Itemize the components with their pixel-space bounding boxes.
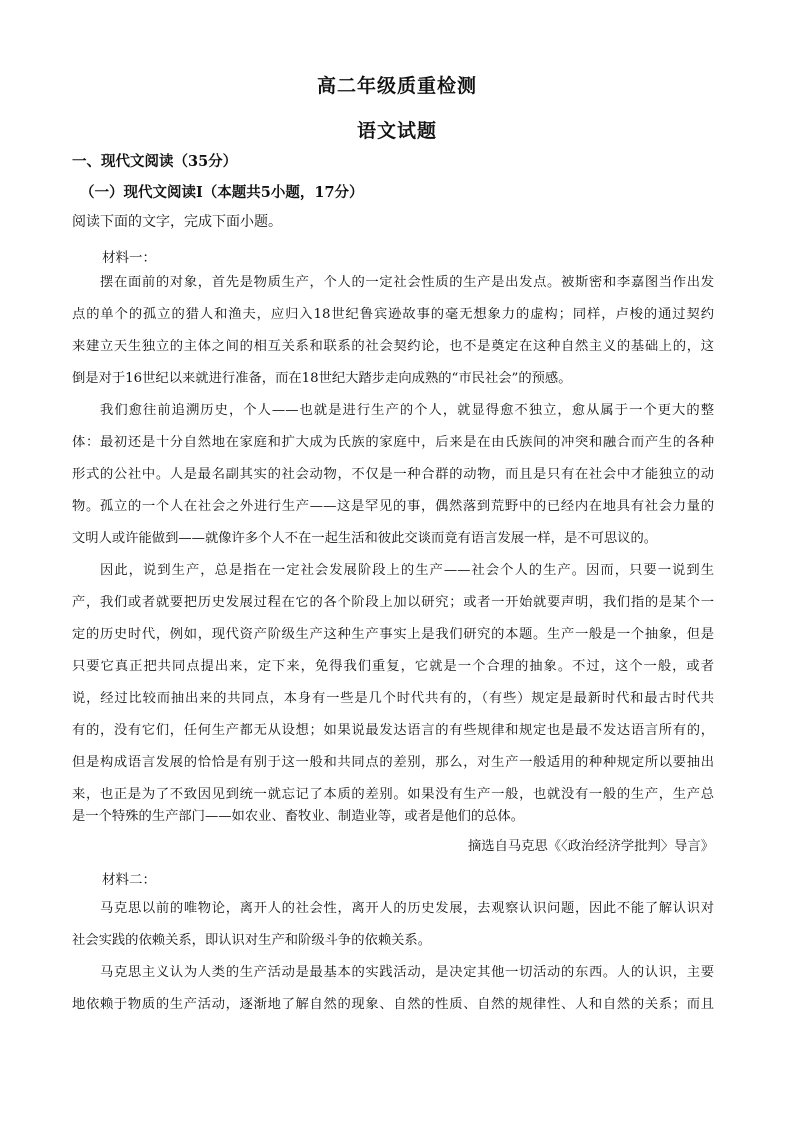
paragraph-line: 我们愈往前追溯历史，个人——也就是进行生产的个人，就显得愈不独立，愈从属于一个更大的整 — [100, 403, 714, 418]
paragraph-line: 文明人或许能做到——就像许多个人不在一起生活和彼此交谈而竟有语言发展一样，是不可思议的。 — [72, 531, 658, 546]
paragraph-line: 倒是对于16世纪以来就进行准备，而在18世纪大踏步走向成熟的“市民社会”的预感。 — [72, 371, 572, 386]
paragraph-line: 只要它真正把共同点提出来，定下来，免得我们重复，它就是一个合理的抽象。不过，这个一般，或者 — [72, 659, 714, 674]
part-heading: （一）现代文阅读Ⅰ（本题共5小题，17分） — [80, 184, 364, 201]
paragraph-line: 产，我们或者就要把历史发展过程在它的各个阶段上加以研究；或者一开始就要声明，我们指的是某个一 — [72, 595, 714, 610]
paragraph-line: 但是构成语言发展的恰恰是有别于这一般和共同点的差别，那么，对生产一般适用的种种规定所以要抽出 — [72, 755, 714, 770]
paragraph-line: 有的，没有它们，任何生产都无从设想；如果说最发达语言的有些规律和规定也是最不发达语言所有的， — [72, 723, 714, 738]
instruction-text: 阅读下面的文字，完成下面小题。 — [72, 214, 282, 230]
paragraph-line: 定的历史时代，例如，现代资产阶级生产这种生产事实上是我们研究的本题。生产一般是一个抽象，但是 — [72, 627, 714, 642]
paragraph-line: 马克思以前的唯物论，离开人的社会性，离开人的历史发展，去观察认识问题，因此不能了解认识对 — [100, 901, 714, 916]
section-heading: 一、现代文阅读（35分） — [72, 153, 238, 170]
page-subtitle: 语文试题 — [356, 120, 437, 142]
paragraph-line: 体：最初还是十分自然地在家庭和扩大成为氏族的家庭中，后来是在由氏族间的冲突和融合而产生的各种 — [72, 435, 714, 450]
paragraph-line: 是一个特殊的生产部门——如农业、畜牧业、制造业等，或者是他们的总体。 — [72, 809, 525, 824]
paragraph-line: 物。孤立的一个人在社会之外进行生产——这是罕见的事，偶然落到荒野中的已经内在地具有社会力量的 — [72, 499, 714, 514]
paragraph-line: 说，经过比较而抽出来的共同点，本身有一些是几个时代共有的，（有些）规定是最新时代和最古时代共 — [72, 691, 714, 706]
paragraph-line: 来建立天生独立的主体之间的相互关系和联系的社会契约论，也不是奠定在这种自然主义的基础上的，这 — [72, 339, 714, 354]
paragraph-line: 因此，说到生产，总是指在一定社会发展阶段上的生产——社会个人的生产。因而，只要一说到生 — [100, 563, 714, 578]
paragraph-line: 马克思主义认为人类的生产活动是最基本的实践活动，是决定其他一切活动的东西。人的认识，主要 — [100, 965, 714, 980]
source-citation: 摘选自马克思《〈政治经济学批判〉导言》 — [468, 839, 714, 854]
paragraph-line: 来，也正是为了不致因见到统一就忘记了本质的差别。如果没有生产一般，也就没有一般的生产，生产总 — [72, 787, 714, 802]
paragraph-line: 点的单个的孤立的猎人和渔夫，应归入18世纪鲁宾逊故事的毫无想象力的虚构；同样，卢梭的通过契约 — [72, 307, 714, 322]
material-two-label: 材料二： — [102, 872, 156, 888]
paragraph-line: 地依赖于物质的生产活动，逐渐地了解自然的现象、自然的性质、自然的规律性、人和自然的关系；而且 — [72, 997, 714, 1012]
page-title: 高二年级质重检测 — [316, 75, 477, 97]
paragraph-line: 摆在面前的对象，首先是物质生产，个人的一定社会性质的生产是出发点。被斯密和李嘉图当作出发 — [100, 275, 714, 290]
paragraph-line: 形式的公社中。人是最名副其实的社会动物，不仅是一种合群的动物，而且是只有在社会中才能独立的动 — [72, 467, 714, 482]
material-one-label: 材料一： — [102, 250, 156, 266]
paragraph-line: 社会实践的依赖关系，即认识对生产和阶级斗争的依赖关系。 — [72, 933, 432, 948]
